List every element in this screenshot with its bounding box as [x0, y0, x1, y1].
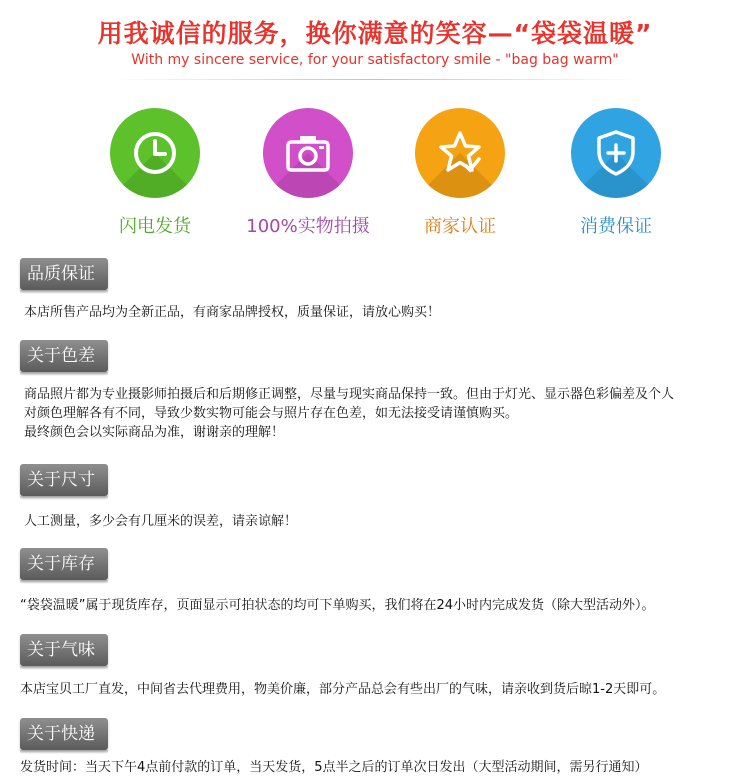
text-line: 发货时间：当天下午4点前付款的订单，当天发货，5点半之后的订单次日发出（大型活动期间，需另行通知） — [20, 760, 648, 775]
text-line: 本店宝贝工厂直发，中间省去代理费用，物美价廉，部分产品总会有些出厂的气味，请亲收到货后晾1-2天即可。 — [20, 682, 666, 697]
page-subtitle: With my sincere service, for your satisfactory smile - "bag bag warm" — [131, 52, 619, 68]
text-line: 人工测量，多少会有几厘米的误差，请亲谅解！ — [24, 514, 298, 529]
page-title: 用我诚信的服务，换你满意的笑容—“袋袋温暖” — [97, 19, 653, 48]
text-line: 对颜色理解各有不同，导致少数实物可能会与照片存在色差，如无法接受请谨慎购买。 — [24, 406, 519, 421]
section-tab-delivery: 关于快递 — [20, 718, 108, 750]
section-tab-size: 关于尺寸 — [20, 464, 108, 496]
section-text-quality — [24, 303, 734, 322]
feature-row — [0, 108, 750, 248]
feature-merchant-certified — [375, 108, 545, 238]
header-divider — [110, 79, 640, 80]
feature-label: 消费保证 — [580, 216, 652, 237]
feature-consumer-guarantee — [531, 108, 701, 238]
section-tab-quality: 品质保证 — [20, 258, 108, 290]
feature-label: 商家认证 — [424, 216, 496, 237]
feature-fast-shipping — [70, 108, 240, 238]
section-tab-smell: 关于气味 — [20, 634, 108, 666]
star-check-icon — [415, 108, 505, 198]
text-line: 最终颜色会以实际商品为准，谢谢亲的理解！ — [24, 425, 285, 440]
shield-plus-icon — [571, 108, 661, 198]
section-tab-stock: 关于库存 — [20, 548, 108, 580]
text-line: 商品照片都为专业摄影师拍摄后和后期修正调整，尽量与现实商品保持一致。但由于灯光、显示器色彩偏差及个人 — [24, 387, 675, 402]
section-text-smell — [20, 680, 730, 699]
text-line: 本店所售产品均为全新正品，有商家品牌授权，质量保证，请放心购买！ — [24, 305, 441, 320]
clock-icon — [110, 108, 200, 198]
section-text-color — [24, 385, 734, 442]
section-text-size — [24, 512, 734, 531]
camera-icon — [263, 108, 353, 198]
feature-real-photo — [223, 108, 393, 238]
feature-label: 闪电发货 — [119, 216, 191, 237]
text-line: “袋袋温暖”属于现货库存，页面显示可拍状态的均可下单购买，我们将在24小时内完成发货（除大型活动外）。 — [20, 598, 655, 613]
section-text-delivery — [20, 758, 730, 777]
header — [0, 0, 750, 82]
section-text-stock — [20, 596, 730, 615]
feature-label: 100%实物拍摄 — [246, 216, 370, 237]
section-tab-color: 关于色差 — [20, 340, 108, 372]
